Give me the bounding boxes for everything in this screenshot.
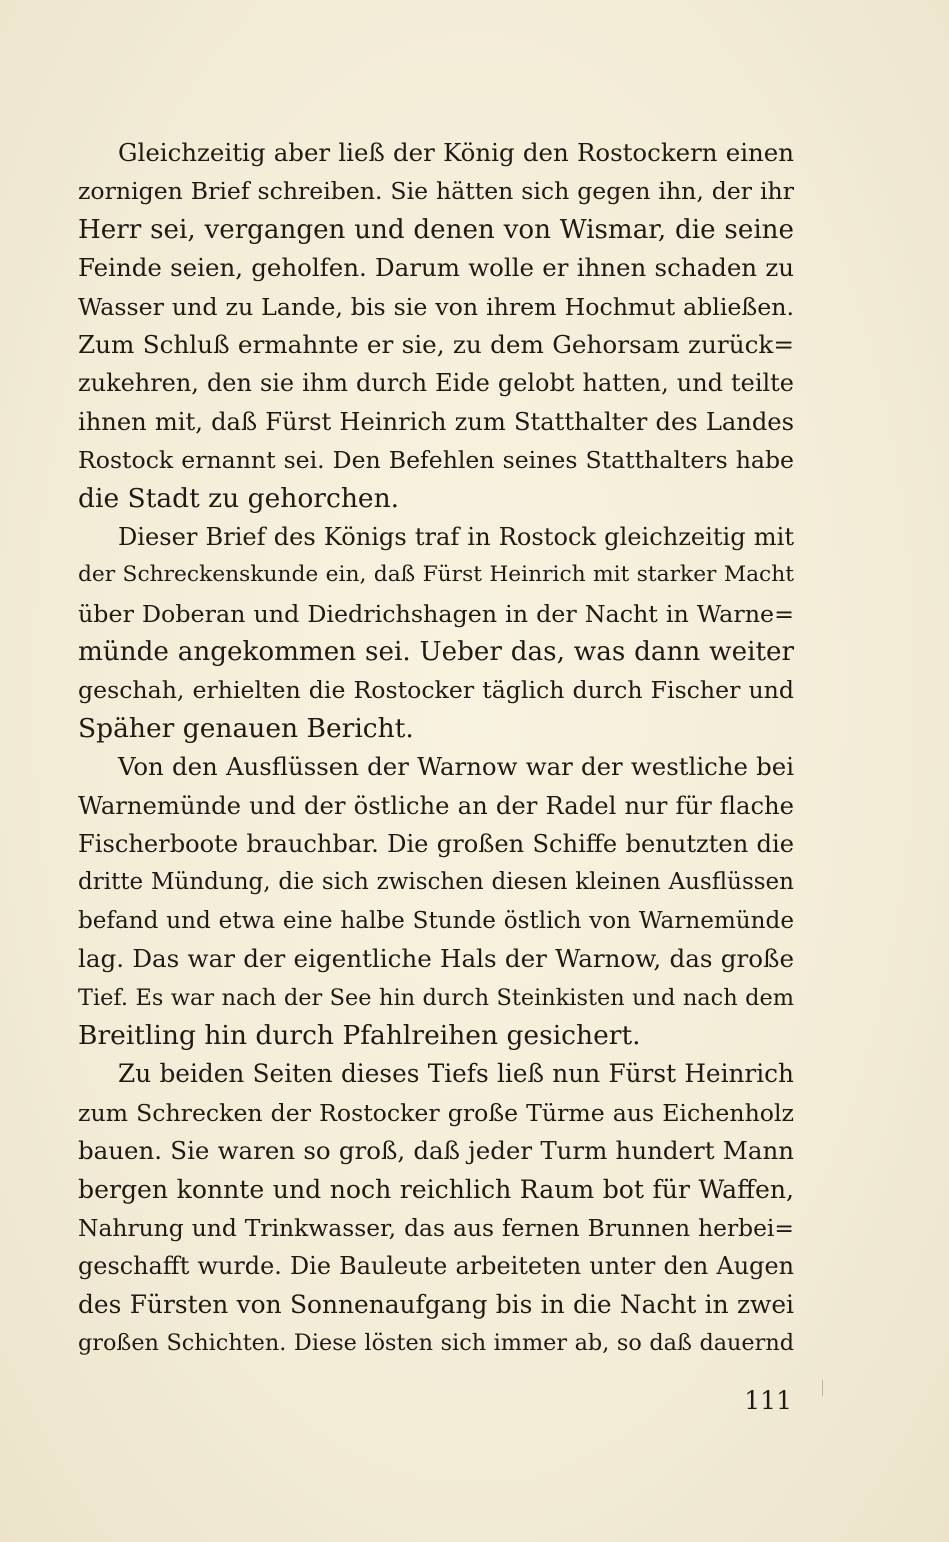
text-line: ihnen mit, daß Fürst Heinrich zum Statthalter des Landes xyxy=(78,407,794,436)
text-line: Rostock ernannt sei. Den Befehlen seines Statthalters habe xyxy=(78,446,794,475)
text-line: geschafft wurde. Die Bauleute arbeiteten unter den Augen xyxy=(78,1252,794,1281)
text-line: lag. Das war der eigentliche Hals der Warnow, das große xyxy=(78,944,794,974)
text-line: Nahrung und Trinkwasser, das aus fernen Brunnen herbei= xyxy=(78,1213,794,1242)
text-line: Breitling hin durch Pfahlreihen gesichert. xyxy=(78,1019,641,1051)
text-line: großen Schichten. Diese lösten sich immer ab, so daß dauernd xyxy=(78,1330,794,1357)
text-line: Herr sei, vergangen und denen von Wismar, die seine xyxy=(78,214,794,245)
text-line: geschah, erhielten die Rostocker täglich durch Fischer und xyxy=(78,676,794,705)
print-mark xyxy=(822,1380,823,1396)
text-line: Gleichzeitig aber ließ der König den Rostockern einen xyxy=(118,138,794,167)
text-line: Wasser und zu Lande, bis sie von ihrem Hochmut abließen. xyxy=(78,292,794,321)
text-line: Warnemünde und der östliche an der Radel nur für flache xyxy=(78,790,794,820)
text-line: der Schreckenskunde ein, daß Fürst Heinrich mit starker Macht xyxy=(78,562,794,588)
text-line: zum Schrecken der Rostocker große Türme aus Eichenholz xyxy=(78,1098,794,1127)
text-line: münde angekommen sei. Ueber das, was dann weiter xyxy=(78,637,794,668)
text-line: zornigen Brief schreiben. Sie hätten sich gegen ihn, der ihr xyxy=(78,177,794,206)
text-line: Tief. Es war nach der See hin durch Steinkisten und nach dem xyxy=(78,984,794,1011)
text-line: die Stadt zu gehorchen. xyxy=(78,482,400,514)
text-line: Fischerboote brauchbar. Die großen Schiffe benutzten die xyxy=(78,830,794,859)
text-line: Von den Ausflüssen der Warnow war der westliche bei xyxy=(118,752,794,782)
text-line: Feinde seien, geholfen. Darum wolle er ihnen schaden zu xyxy=(78,253,794,283)
text-line: Zu beiden Seiten dieses Tiefs ließ nun Fürst Heinrich xyxy=(118,1059,794,1089)
text-line: Späher genauen Bericht. xyxy=(78,712,414,744)
text-line: Dieser Brief des Königs traf in Rostock gleichzeitig mit xyxy=(118,522,794,551)
body-text xyxy=(78,134,794,1363)
page-number: 111 xyxy=(744,1386,792,1415)
text-line: zukehren, den sie ihm durch Eide gelobt hatten, und teilte xyxy=(78,369,794,398)
text-line: bergen konnte und noch reichlich Raum bot für Waffen, xyxy=(78,1174,794,1204)
text-line: bauen. Sie waren so groß, daß jeder Turm hundert Mann xyxy=(78,1136,794,1166)
text-line: über Doberan und Diedrichshagen in der Nacht in Warne= xyxy=(78,599,794,628)
text-line: des Fürsten von Sonnenaufgang bis in die Nacht in zwei xyxy=(78,1289,794,1319)
text-line: Zum Schluß ermahnte er sie, zu dem Gehorsam zurück= xyxy=(78,329,794,359)
text-line: dritte Mündung, die sich zwischen diesen kleinen Ausflüssen xyxy=(78,869,794,896)
text-line: befand und etwa eine halbe Stunde östlich von Warnemünde xyxy=(78,907,794,934)
